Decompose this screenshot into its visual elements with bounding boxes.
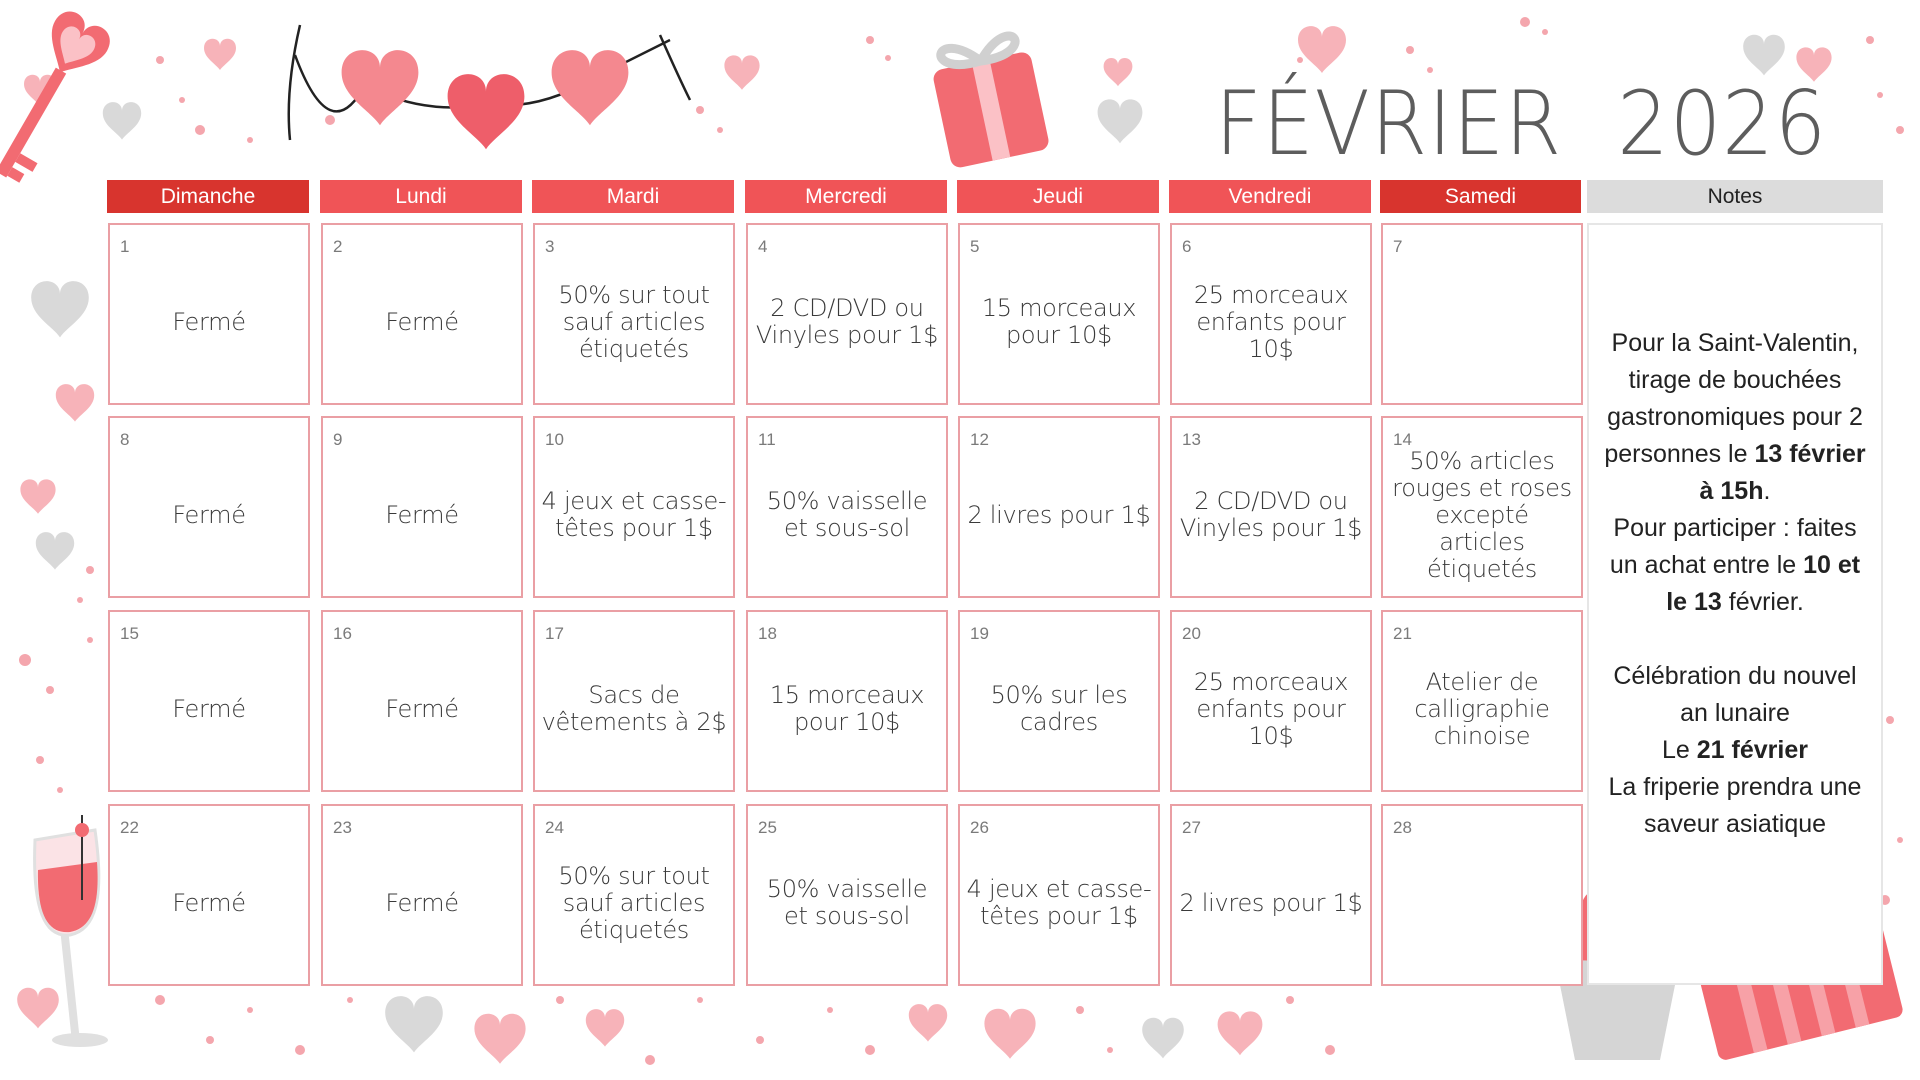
day-cell[interactable] — [1170, 223, 1372, 405]
day-cell[interactable] — [108, 804, 310, 986]
day-number: 1 — [120, 237, 130, 256]
notes-paragraph: Pour la Saint-Valentin, tirage de bouchées gastronomiques pour 2 personnes le 13 février à 15h. — [1604, 329, 1866, 505]
day-cell[interactable] — [321, 416, 523, 598]
day-number: 3 — [545, 237, 555, 256]
day-cell[interactable] — [1381, 610, 1583, 792]
day-cell[interactable] — [108, 223, 310, 405]
day-event: 25 morceaux enfants pour 10$ — [1193, 280, 1349, 363]
day-cell[interactable] — [958, 416, 1160, 598]
day-number: 18 — [758, 624, 777, 643]
day-cell[interactable] — [533, 416, 735, 598]
day-event: 15 morceaux pour 10$ — [769, 681, 925, 736]
day-number: 25 — [758, 818, 777, 837]
day-cell[interactable] — [321, 610, 523, 792]
weekday-header-7 — [1380, 180, 1581, 213]
notes-header-label: Notes — [1707, 184, 1763, 208]
key-icon — [0, 6, 116, 190]
year-label: 2026 — [1617, 72, 1828, 175]
day-number: 5 — [970, 237, 980, 256]
notes-paragraph: Le 21 février — [1662, 736, 1808, 764]
notes-bold: 13 février à 15h — [1699, 440, 1866, 505]
day-event: 2 CD/DVD ou Vinyles pour 1$ — [755, 294, 939, 349]
day-event: Fermé — [385, 888, 459, 917]
day-number: 2 — [333, 237, 343, 256]
day-cell[interactable] — [746, 223, 948, 405]
notes-spacer — [1597, 621, 1873, 658]
day-cell[interactable] — [108, 610, 310, 792]
weekday-label: Samedi — [1444, 184, 1517, 208]
weekday-header-5 — [957, 180, 1159, 213]
notes-text — [1597, 325, 1873, 843]
day-cell[interactable] — [1170, 804, 1372, 986]
day-number: 10 — [545, 430, 564, 449]
day-number: 11 — [758, 430, 776, 449]
notes-panel — [1587, 223, 1883, 985]
day-event: Fermé — [172, 694, 246, 723]
notes-paragraph: La friperie prendra une saveur asiatique — [1608, 773, 1862, 838]
day-event: 50% articles rouges et roses excepté articles étiquetés — [1392, 446, 1572, 583]
day-event: Fermé — [385, 694, 459, 723]
day-event: 50% sur les cadres — [990, 681, 1128, 736]
weekday-label: Vendredi — [1228, 184, 1312, 208]
day-number: 22 — [120, 818, 139, 837]
day-number: 9 — [333, 430, 343, 449]
day-number: 16 — [333, 624, 352, 643]
day-event: Fermé — [172, 500, 246, 529]
day-number: 6 — [1182, 237, 1192, 256]
day-number: 26 — [970, 818, 989, 837]
day-event: Fermé — [385, 500, 459, 529]
weekday-header-6 — [1169, 180, 1371, 213]
day-number: 17 — [545, 624, 564, 643]
day-number: 15 — [120, 624, 139, 643]
day-cell[interactable] — [958, 804, 1160, 986]
day-cell[interactable] — [321, 804, 523, 986]
weekday-label: Mercredi — [805, 184, 887, 208]
day-event: Fermé — [385, 307, 459, 336]
weekday-label: Dimanche — [160, 184, 256, 208]
day-cell[interactable] — [108, 416, 310, 598]
day-cell[interactable] — [533, 804, 735, 986]
day-cell[interactable] — [1381, 804, 1583, 986]
calendar-title — [1215, 72, 1828, 182]
notes-paragraph: Célébration du nouvel an lunaire — [1613, 662, 1857, 727]
day-event: Sacs de vêtements à 2$ — [541, 681, 727, 736]
weekday-label: Lundi — [395, 184, 447, 208]
day-cell[interactable] — [1381, 223, 1583, 405]
day-cell[interactable] — [746, 610, 948, 792]
notes-bold: 21 février — [1696, 736, 1808, 764]
day-event: 50% vaisselle et sous-sol — [766, 875, 928, 930]
notes-bold: 10 et le 13 — [1666, 551, 1861, 616]
day-number: 23 — [333, 818, 352, 837]
weekday-header-4 — [745, 180, 947, 213]
day-event: 50% sur tout sauf articles étiquetés — [558, 280, 710, 363]
weekday-label: Mardi — [606, 184, 660, 208]
day-number: 12 — [970, 430, 989, 449]
day-cell[interactable] — [746, 416, 948, 598]
day-cell[interactable] — [321, 223, 523, 405]
day-cell[interactable] — [958, 610, 1160, 792]
day-event: 2 livres pour 1$ — [1179, 888, 1363, 917]
day-event: 2 livres pour 1$ — [967, 500, 1151, 529]
day-cell[interactable] — [533, 610, 735, 792]
day-number: 4 — [758, 237, 768, 256]
day-event: 25 morceaux enfants pour 10$ — [1193, 667, 1349, 750]
day-event: Fermé — [172, 307, 246, 336]
day-event: Fermé — [172, 888, 246, 917]
day-number: 13 — [1182, 430, 1201, 449]
day-event: 4 jeux et casse-têtes pour 1$ — [541, 487, 727, 542]
day-number: 24 — [545, 818, 564, 837]
day-event: 50% sur tout sauf articles étiquetés — [558, 861, 710, 944]
notes-paragraph: Pour participer : faites un achat entre le 10 et le 13 février. — [1609, 514, 1861, 616]
day-event: 15 morceaux pour 10$ — [981, 294, 1137, 349]
day-event: Atelier de calligraphie chinoise — [1414, 667, 1550, 750]
day-number: 19 — [970, 624, 989, 643]
day-number: 21 — [1393, 624, 1412, 643]
day-number: 27 — [1182, 818, 1201, 837]
day-cell[interactable] — [1170, 416, 1372, 598]
day-number: 20 — [1182, 624, 1201, 643]
day-cell[interactable] — [1170, 610, 1372, 792]
day-number: 14 — [1393, 430, 1412, 449]
heart-garland — [289, 25, 690, 149]
day-number: 8 — [120, 430, 130, 449]
day-event: 50% vaisselle et sous-sol — [766, 487, 928, 542]
day-event — [1389, 253, 1575, 391]
day-cell[interactable] — [746, 804, 948, 986]
day-cell[interactable] — [533, 223, 735, 405]
day-event — [1389, 834, 1575, 972]
month-label: FÉVRIER — [1215, 72, 1563, 175]
weekday-header-1 — [107, 180, 309, 213]
weekday-label: Jeudi — [1032, 184, 1084, 208]
day-number: 28 — [1393, 818, 1412, 837]
day-cell[interactable] — [1381, 416, 1583, 598]
day-event: 2 CD/DVD ou Vinyles pour 1$ — [1179, 487, 1363, 542]
weekday-header-2 — [320, 180, 522, 213]
weekday-header-3 — [532, 180, 734, 213]
day-number: 7 — [1393, 237, 1403, 256]
day-cell[interactable] — [958, 223, 1160, 405]
gift-icon — [928, 32, 1051, 169]
notes-header — [1587, 180, 1883, 213]
day-event: 4 jeux et casse-têtes pour 1$ — [966, 875, 1152, 930]
